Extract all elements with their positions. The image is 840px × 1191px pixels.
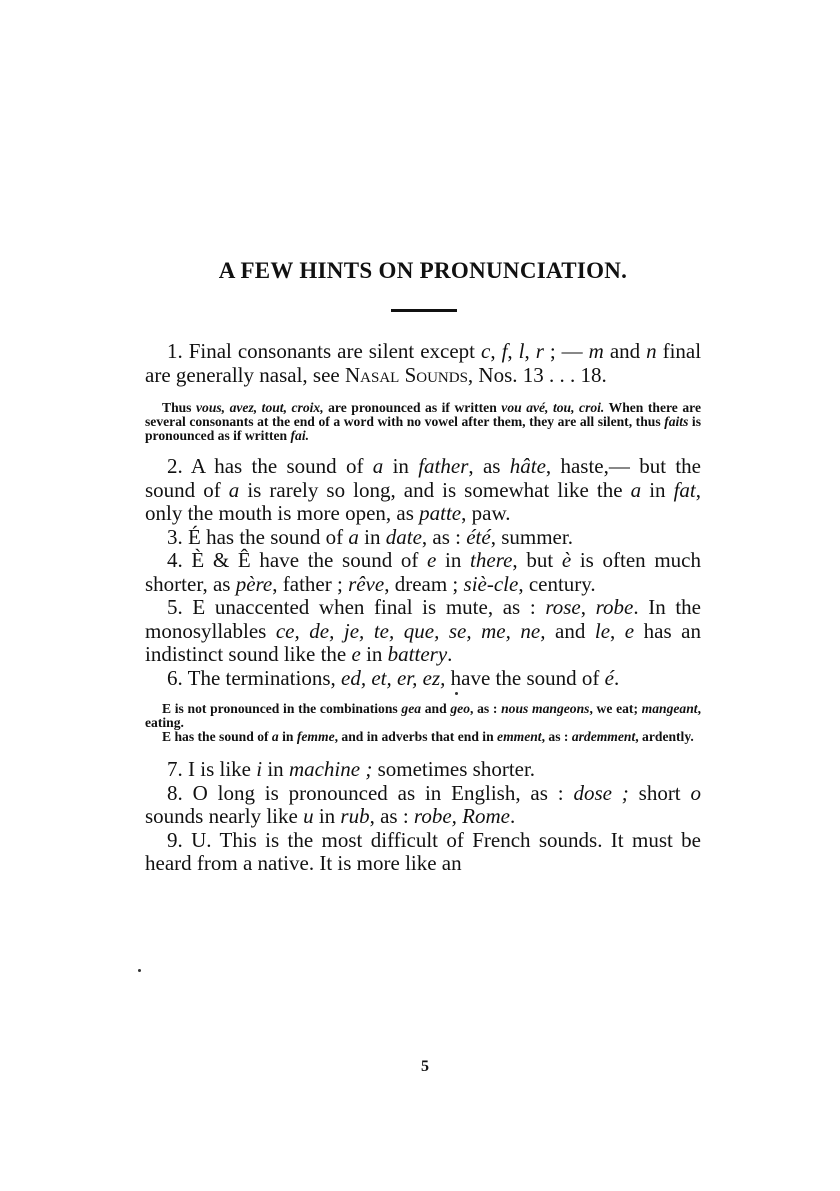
paragraph-7: 7. I is like i in machine ; sometimes shorter. (167, 757, 536, 781)
note-1: Thus vous, avez, tout, croix, are pronounced as if written vou avé, tou, croi. When there are several consonants at the end of a word with no vowel after them, they are all silent, thus faits is pronounced as if written fai. (145, 400, 702, 443)
paragraph-1: 1. Final consonants are silent except c, f, l, r ; — m and n final are generally nasal, see Nasal Sounds, Nos. 13 . . . 18. (145, 339, 702, 387)
paragraph-3: 3. É has the sound of a in date, as : été, summer. (167, 524, 573, 549)
nasal-sounds-ref: Nasal Sounds (344, 362, 468, 387)
paragraph-9: 9. U. This is the most difficult of French sounds. It must be heard from a native. It is more like an (145, 827, 701, 875)
note-2: E is not pronounced in the combinations gea and geo, as : nous mangeons, we eat; mangeant, eating. (145, 701, 701, 730)
print-speck (138, 969, 141, 972)
body-text (145, 340, 701, 876)
title-rule (391, 309, 457, 312)
page-number: 5 (421, 1058, 429, 1075)
paragraph-6: 6. The terminations, ed, et, er, ez, have the sound of é. (167, 665, 620, 690)
print-speck (455, 692, 458, 695)
paragraph-5: 5. E unaccented when final is mute, as : rose, robe. In the monosyllables ce, de, je, te, que, se, me, ne, and le, e has an indistinct sound like the e in battery. (145, 595, 702, 666)
paragraph-8: 8. O long is pronounced as in English, as : dose ; short o sounds nearly like u in rub, as : robe, Rome. (145, 780, 701, 828)
paragraph-4: 4. È & Ê have the sound of e in there, but è is often much shorter, as père, father ; rêve, dream ; siè-cle, century. (145, 548, 701, 596)
page-title: A FEW HINTS ON PRONUNCIATION. (218, 258, 628, 283)
paragraph-2: 2. A has the sound of a in father, as hâte, haste,— but the sound of a is rarely so long, and is somewhat like the a in fat, only the mouth is more open, as patte, paw. (145, 454, 701, 525)
note-3: E has the sound of a in femme, and in adverbs that end in emment, as : ardemment, ardently. (162, 729, 694, 744)
